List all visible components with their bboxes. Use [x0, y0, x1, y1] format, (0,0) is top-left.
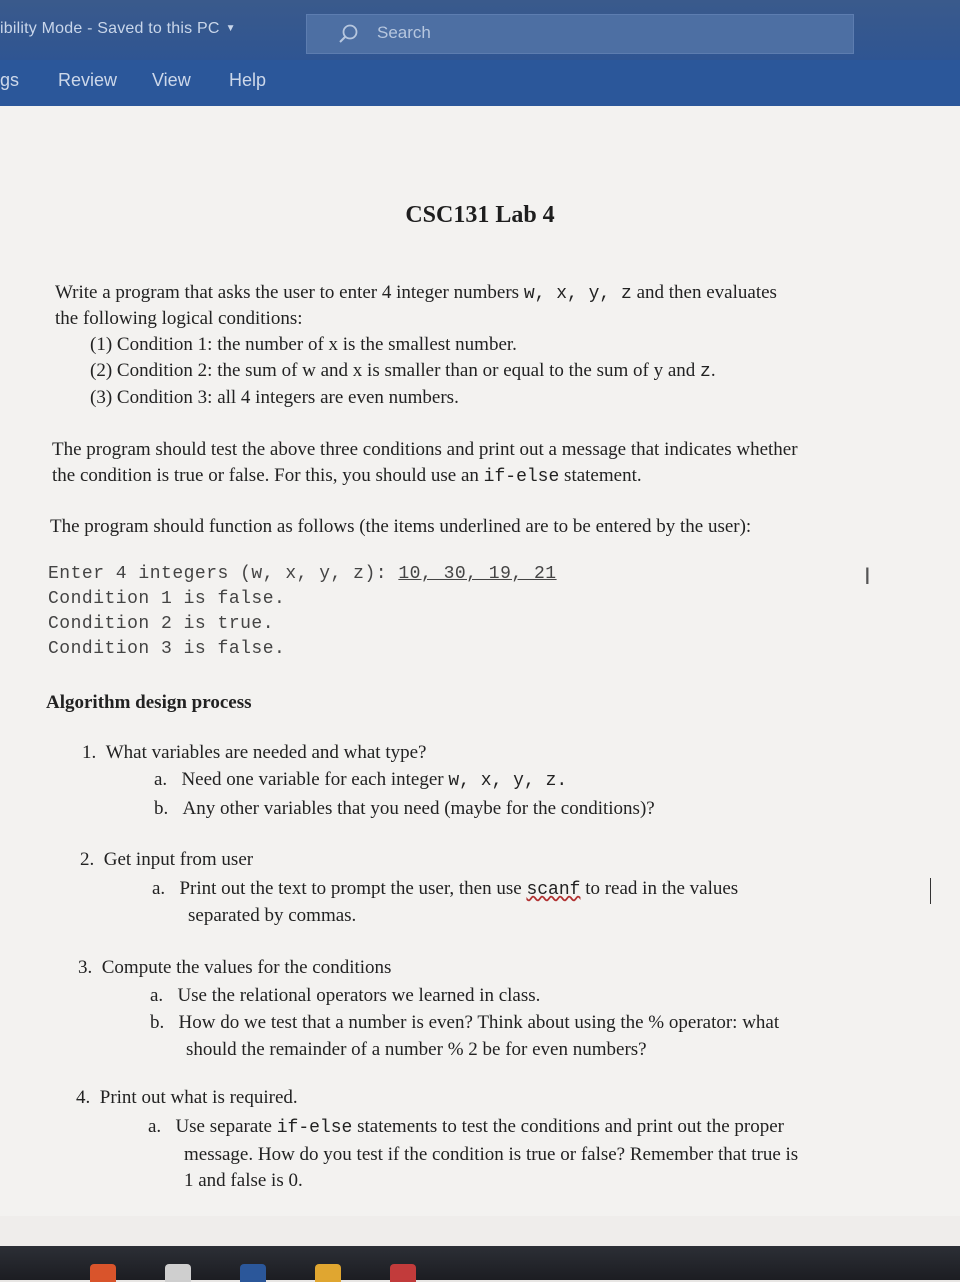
- tab-review[interactable]: Review: [58, 70, 118, 90]
- scanf-spellcheck: scanf: [526, 880, 581, 900]
- condition-3: (3) Condition 3: all 4 integers are even numbers.: [90, 387, 459, 408]
- sample-output-3: Condition 3 is false.: [48, 639, 286, 659]
- condition-1: (1) Condition 1: the number of x is the smallest number.: [90, 334, 517, 355]
- search-box[interactable]: [306, 14, 854, 54]
- sample-prompt-line: Enter 4 integers (w, x, y, z): 10, 30, 19, 21: [48, 564, 557, 584]
- step-3: 3. Compute the values for the conditions: [78, 957, 392, 978]
- compatibility-mode-label: ibility Mode - Saved to this PC: [0, 20, 220, 37]
- sample-user-input: 10, 30, 19, 21: [398, 564, 557, 584]
- intro-line-1: Write a program that asks the user to enter 4 integer numbers w, x, y, z and then evaluates: [55, 282, 777, 304]
- mouse-ibeam-cursor: I: [864, 563, 871, 590]
- tab-help[interactable]: Help: [229, 70, 267, 90]
- step-1b: b. Any other variables that you need (maybe for the conditions)?: [154, 798, 655, 819]
- tab-view[interactable]: View: [152, 70, 191, 90]
- ribbon-tabs: [0, 60, 960, 106]
- search-icon: [337, 23, 359, 45]
- condition-2: (2) Condition 2: the sum of w and x is smaller than or equal to the sum of y and z.: [90, 360, 716, 382]
- sample-output-1: Condition 1 is false.: [48, 589, 286, 609]
- app-icon[interactable]: [240, 1264, 266, 1282]
- search-placeholder: Search: [377, 23, 431, 42]
- document-title: CSC131 Lab 4: [405, 202, 555, 228]
- para2-line-1: The program should test the above three conditions and print out a message that indicates whether: [52, 439, 798, 460]
- app-icon[interactable]: [165, 1264, 191, 1282]
- step-2a: a. Print out the text to prompt the user, then use scanf to read in the values: [152, 878, 739, 900]
- algorithm-heading: Algorithm design process: [46, 692, 252, 713]
- app-icon[interactable]: [90, 1264, 116, 1282]
- step-1: 1. What variables are needed and what type?: [82, 742, 427, 763]
- folder-icon[interactable]: [315, 1264, 341, 1282]
- sample-output-2: Condition 2 is true.: [48, 614, 275, 634]
- step-4a-cont2: 1 and false is 0.: [184, 1170, 303, 1191]
- para3: The program should function as follows (the items underlined are to be entered by the user):: [50, 516, 752, 537]
- step-3b-cont: should the remainder of a number % 2 be for even numbers?: [186, 1039, 647, 1060]
- taskbar: [0, 1246, 960, 1280]
- step-3b: b. How do we test that a number is even? Think about using the % operator: what: [150, 1012, 780, 1033]
- chevron-down-icon[interactable]: ▼: [225, 23, 236, 34]
- tab-settings-partial[interactable]: gs: [0, 70, 20, 90]
- title-bar: [0, 0, 960, 60]
- document-workspace[interactable]: [0, 106, 960, 1246]
- para2-line-2: the condition is true or false. For this, you should use an if-else statement.: [52, 465, 642, 487]
- document-page[interactable]: [0, 106, 960, 1216]
- step-2: 2. Get input from user: [80, 849, 254, 870]
- text-caret: [930, 878, 931, 904]
- step-4a: a. Use separate if-else statements to test the conditions and print out the proper: [148, 1116, 784, 1138]
- step-1a: a. Need one variable for each integer w, x, y, z.: [154, 769, 568, 791]
- step-3a: a. Use the relational operators we learned in class.: [150, 985, 541, 1006]
- step-4: 4. Print out what is required.: [76, 1087, 298, 1108]
- step-4a-cont: message. How do you test if the condition is true or false? Remember that true is: [184, 1144, 799, 1165]
- document-status[interactable]: [0, 20, 236, 38]
- intro-line-2: the following logical conditions:: [55, 308, 303, 329]
- app-icon[interactable]: [390, 1264, 416, 1282]
- step-2a-cont: separated by commas.: [188, 905, 357, 926]
